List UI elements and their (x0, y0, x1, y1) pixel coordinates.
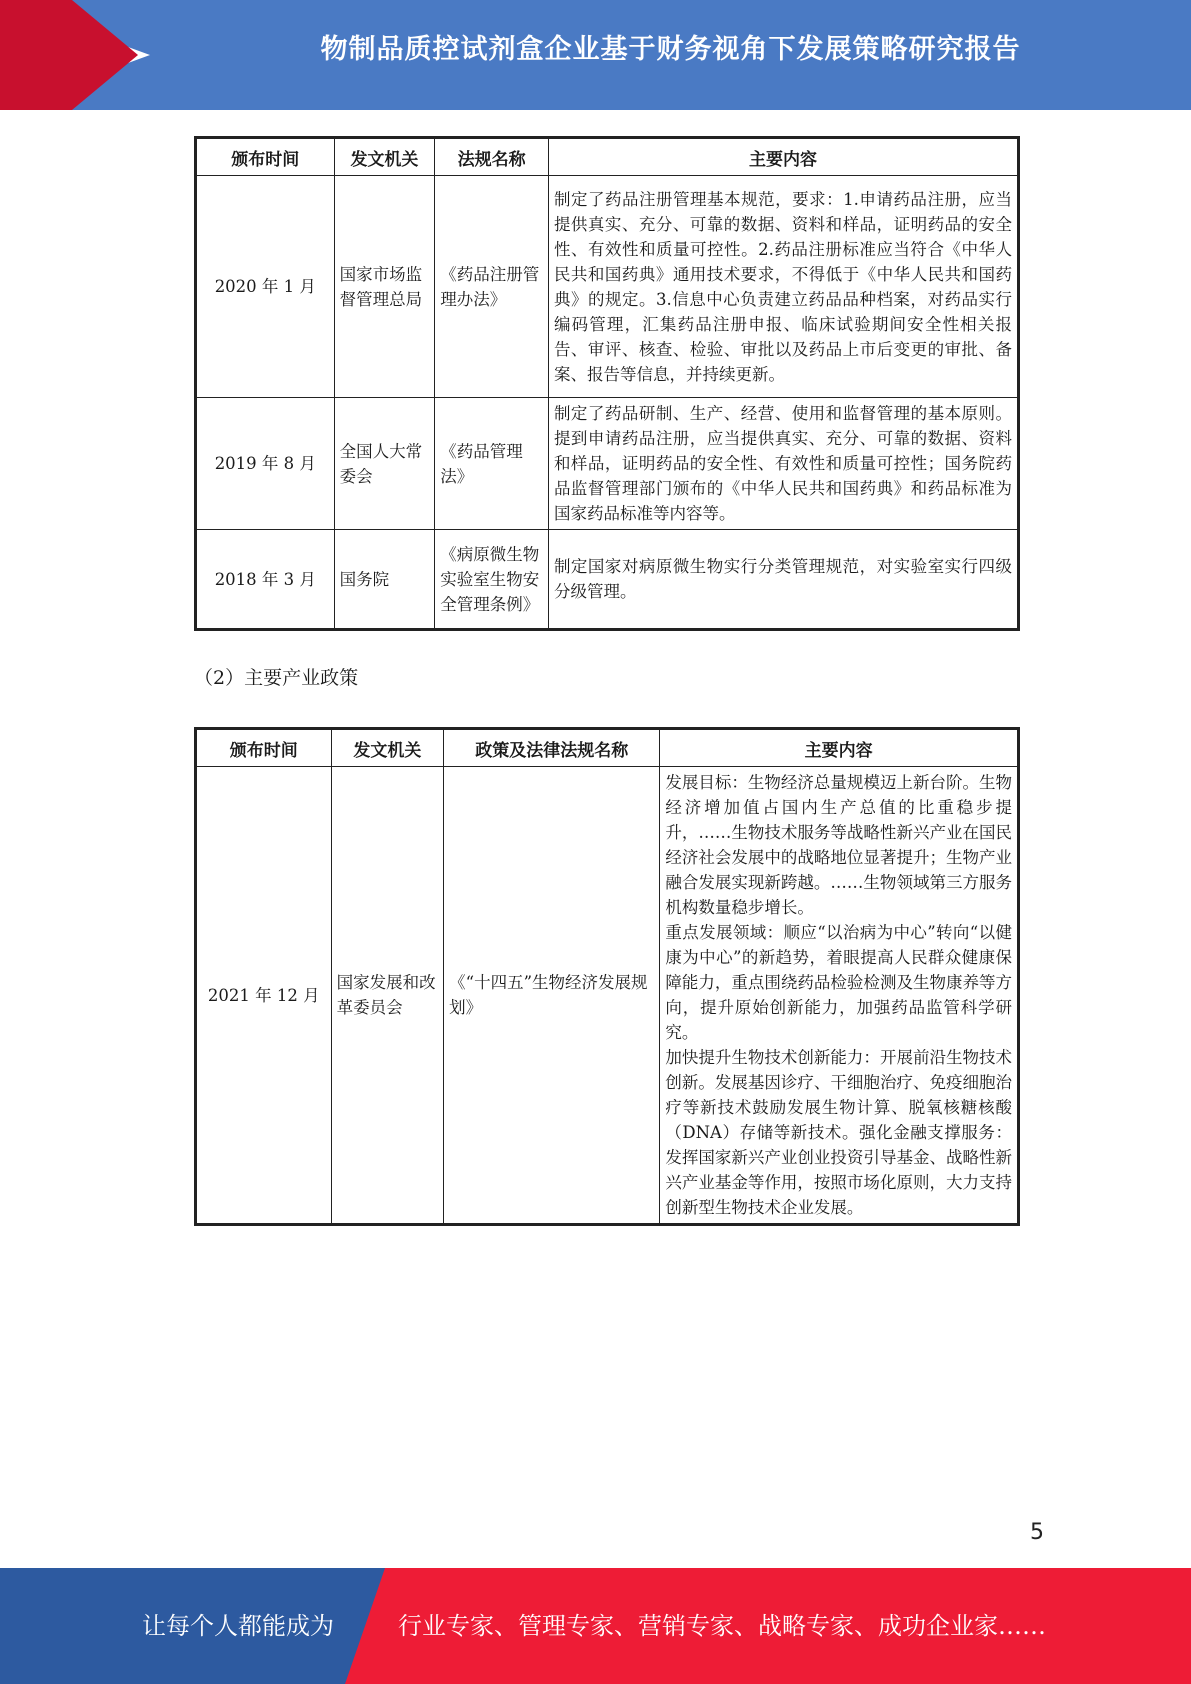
industry-policy-table (194, 727, 1020, 1226)
col-header-name: 法规名称 (435, 138, 549, 176)
cell-name: 《病原微生物实验室生物安全管理条例》 (435, 530, 549, 630)
cell-content: 制定了药品研制、生产、经营、使用和监督管理的基本原则。提到申请药品注册，应当提供真实、充分、可靠的数据、资料和样品，证明药品的安全性、有效性和质量可控性；国务院药品监督管理部门颁布的《中华人民共和国药典》和药品标准为国家药品标准等内容等。 (548, 398, 1018, 530)
table-row (196, 530, 1019, 630)
footer-slogan-right: 行业专家、管理专家、营销专家、战略专家、成功企业家…… (398, 1612, 1046, 1640)
cell-org: 全国人大常委会 (334, 398, 435, 530)
report-title: 物制品质控试剂盒企业基于财务视角下发展策略研究报告 (320, 34, 1021, 65)
table-row (196, 767, 1019, 1225)
col-header-date: 颁布时间 (196, 138, 335, 176)
col-header-name: 政策及法律法规名称 (444, 729, 660, 767)
section-heading: （2）主要产业政策 (194, 667, 359, 689)
cell-org: 国家发展和改革委员会 (331, 767, 444, 1225)
cell-date: 2020 年 1 月 (196, 176, 335, 398)
page-footer (0, 1568, 1191, 1684)
page-number: 5 (1030, 1520, 1044, 1545)
col-header-org: 发文机关 (331, 729, 444, 767)
col-header-date: 颁布时间 (196, 729, 332, 767)
page-header (0, 0, 1191, 110)
cell-date: 2018 年 3 月 (196, 530, 335, 630)
footer-slogan-left: 让每个人都能成为 (142, 1612, 334, 1640)
regulations-table (194, 136, 1020, 631)
cell-date: 2019 年 8 月 (196, 398, 335, 530)
cell-date: 2021 年 12 月 (196, 767, 332, 1225)
col-header-org: 发文机关 (334, 138, 435, 176)
cell-org: 国家市场监督管理总局 (334, 176, 435, 398)
cell-org: 国务院 (334, 530, 435, 630)
cell-name: 《药品管理法》 (435, 398, 549, 530)
cell-name: 《药品注册管理办法》 (435, 176, 549, 398)
cell-name: 《“十四五”生物经济发展规划》 (444, 767, 660, 1225)
cell-content: 制定了药品注册管理基本规范，要求：1.申请药品注册，应当提供真实、充分、可靠的数据、资料和样品，证明药品的安全性、有效性和质量可控性。2.药品注册标准应当符合《中华人民共和国药典》通用技术要求，不得低于《中华人民共和国药典》的规定。3.信息中心负责建立药品品种档案，对药品实行编码管理，汇集药品注册申报、临床试验期间安全性相关报告、审评、核查、检验、审批以及药品上市后变更的审批、备案、报告等信息，并持续更新。 (548, 176, 1018, 398)
col-header-content: 主要内容 (660, 729, 1019, 767)
cell-content: 制定国家对病原微生物实行分类管理规范，对实验室实行四级分级管理。 (548, 530, 1018, 630)
content-paragraph: 发展目标：生物经济总量规模迈上新台阶。生物经济增加值占国内生产总值的比重稳步提升，……生物技术服务等战略性新兴产业在国民经济社会发展中的战略地位显著提升；生物产业融合发展实现新跨越。……生物领域第三方服务机构数量稳步增长。 (665, 773, 1012, 917)
table-header-row (196, 138, 1019, 176)
table-row (196, 176, 1019, 398)
col-header-content: 主要内容 (548, 138, 1018, 176)
table-header-row (196, 729, 1019, 767)
content-paragraph: 加快提升生物技术创新能力：开展前沿生物技术创新。发展基因诊疗、干细胞治疗、免疫细胞治疗等新技术鼓励发展生物计算、脱氧核糖核酸（DNA）存储等新技术。强化金融支撑服务：发挥国家新兴产业创业投资引导基金、战略性新兴产业基金等作用，按照市场化原则，大力支持创新型生物技术企业发展。 (665, 1048, 1012, 1217)
cell-content (660, 767, 1019, 1225)
content-paragraph: 重点发展领域：顺应“以治病为中心”转向“以健康为中心”的新趋势，着眼提高人民群众健康保障能力，重点围绕药品检验检测及生物康养等方向，提升原始创新能力，加强药品监管科学研究。 (665, 923, 1012, 1042)
table-row (196, 398, 1019, 530)
